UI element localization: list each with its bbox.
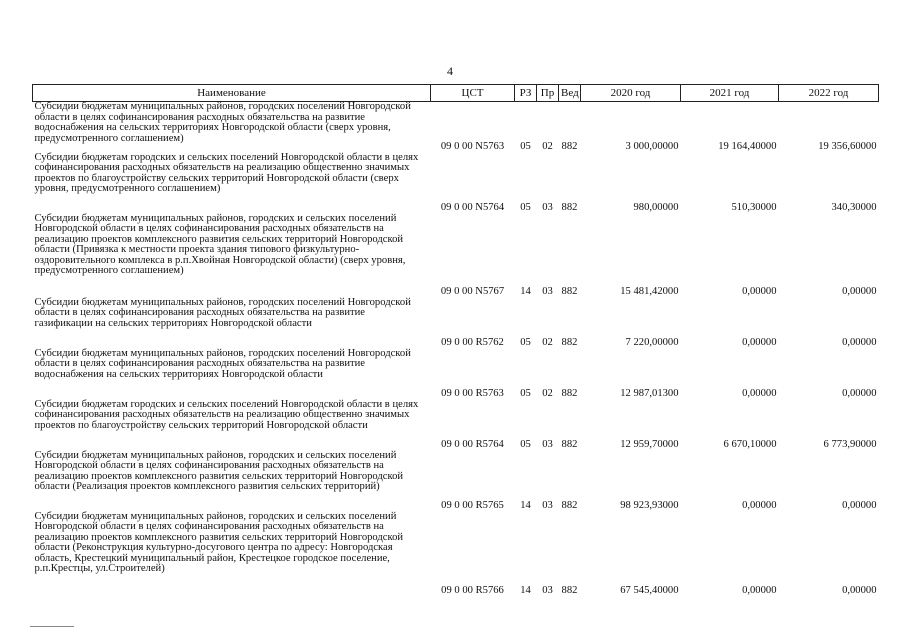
row-name: Субсидии бюджетам городских и сельских поселений Новгородской области в целях софинансирования расходных обязательств на реализацию общественно значимых проектов по благоустройству сельских территорий Новгородской области (сверх уровня, предусмотренного соглашением) <box>34 151 419 195</box>
row-pr: 03 <box>542 438 553 450</box>
row-pr: 03 <box>542 499 553 511</box>
table-row <box>33 298 879 349</box>
row-pr: 03 <box>542 285 553 297</box>
row-ved: 882 <box>561 438 578 450</box>
row-name: Субсидии бюджетам муниципальных районов, городских поселений Новгородской области в целях софинансирования расходных обязательства на развитие газификации на сельских территориях Новгородской области <box>34 296 411 329</box>
table-row <box>33 102 879 153</box>
row-ved: 882 <box>561 584 578 596</box>
page-number: 4 <box>447 64 453 78</box>
header-year-2022: 2022 год <box>779 85 879 102</box>
row-rz: 05 <box>520 140 531 152</box>
header-name: Наименование <box>33 85 431 102</box>
row-value-2022: 6 773,90000 <box>823 438 877 450</box>
row-cst: 09 0 00 N5763 <box>440 140 505 152</box>
row-cst: 09 0 00 N5767 <box>440 285 505 297</box>
row-cst: 09 0 00 R5766 <box>441 584 504 596</box>
row-pr: 02 <box>542 140 553 152</box>
row-value-2020: 12 987,01300 <box>620 387 679 399</box>
row-rz: 14 <box>520 584 531 596</box>
header-ved: Вед <box>559 85 581 102</box>
row-rz: 05 <box>520 201 531 213</box>
table-row <box>33 512 879 597</box>
row-name: Субсидии бюджетам городских и сельских поселений Новгородской области в целях софинансирования расходных обязательств на реализацию общественно значимых проектов по благоустройству сельских территорий Новгородской области <box>34 398 419 431</box>
row-ved: 882 <box>561 387 578 399</box>
row-cst: 09 0 00 R5763 <box>441 387 504 399</box>
header-year-2020: 2020 год <box>581 85 681 102</box>
row-value-2021: 19 164,40000 <box>718 140 777 152</box>
header-rz: РЗ <box>515 85 537 102</box>
row-value-2020: 15 481,42000 <box>620 285 679 297</box>
row-cst: 09 0 00 R5765 <box>441 499 504 511</box>
table-row <box>33 153 879 214</box>
row-cst: 09 0 00 R5762 <box>441 336 504 348</box>
row-pr: 03 <box>542 584 553 596</box>
row-value-2022: 0,00000 <box>842 499 877 511</box>
header-year-2021: 2021 год <box>681 85 779 102</box>
row-name: Субсидии бюджетам муниципальных районов, городских и сельских поселений Новгородской области в целях софинансирования расходных обязательств на реализацию проектов комплексного развития сельских территорий Новгородской области (Реализация проектов комплексного развития сельских территорий) <box>34 449 404 493</box>
header-pr: Пр <box>537 85 559 102</box>
row-name: Субсидии бюджетам муниципальных районов, городских поселений Новгородской области в целях софинансирования расходных обязательства на развитие водоснабжения на сельских территориях Новгородской области (сверх уровня, предусмотренного соглашением) <box>34 101 411 144</box>
row-pr: 03 <box>542 201 553 213</box>
row-ved: 882 <box>561 140 578 152</box>
row-value-2022: 19 356,60000 <box>818 140 877 152</box>
row-value-2021: 0,00000 <box>742 285 777 297</box>
row-value-2022: 0,00000 <box>842 285 877 297</box>
row-value-2021: 6 670,10000 <box>723 438 777 450</box>
row-value-2022: 0,00000 <box>842 387 877 399</box>
row-value-2021: 0,00000 <box>742 499 777 511</box>
row-rz: 05 <box>520 438 531 450</box>
row-name: Субсидии бюджетам муниципальных районов, городских и сельских поселений Новгородской области в целях софинансирования расходных обязательств на реализацию проектов комплексного развития сельских территорий Новгородской области (Привязка к местности проекта здания типового физкультурно-оздоровительного комплекса в р.п.Хвойная Новгородской области) (сверх уровня, предусмотренного соглашением) <box>34 212 406 277</box>
header-cst: ЦСТ <box>431 85 515 102</box>
row-ved: 882 <box>561 285 578 297</box>
row-value-2022: 0,00000 <box>842 336 877 348</box>
row-value-2022: 340,30000 <box>831 201 877 213</box>
row-ved: 882 <box>561 201 578 213</box>
table-header-row <box>33 85 879 102</box>
row-rz: 05 <box>520 336 531 348</box>
row-value-2021: 0,00000 <box>742 584 777 596</box>
row-ved: 882 <box>561 499 578 511</box>
row-rz: 14 <box>520 285 531 297</box>
footer-divider <box>30 626 74 627</box>
row-value-2020: 98 923,93000 <box>620 499 679 511</box>
table-row <box>33 451 879 512</box>
table-row <box>33 349 879 400</box>
row-pr: 02 <box>542 336 553 348</box>
row-value-2022: 0,00000 <box>842 584 877 596</box>
row-name: Субсидии бюджетам муниципальных районов, городских и сельских поселений Новгородской области в целях софинансирования расходных обязательств на реализацию проектов комплексного развития сельских территорий Новгородской области (Реконструкция культурно-досугового центра по адресу: Новгородская область, Крестецкий муниципальный район, Крестецкое городское поселение, р.п.Крестцы, ул.Строителей) <box>34 510 404 575</box>
row-ved: 882 <box>561 336 578 348</box>
row-pr: 02 <box>542 387 553 399</box>
row-value-2021: 0,00000 <box>742 336 777 348</box>
row-rz: 05 <box>520 387 531 399</box>
row-value-2020: 67 545,40000 <box>620 584 679 596</box>
table-row <box>33 214 879 298</box>
row-value-2021: 0,00000 <box>742 387 777 399</box>
row-value-2020: 3 000,00000 <box>625 140 679 152</box>
row-value-2020: 7 220,00000 <box>625 336 679 348</box>
row-value-2020: 12 959,70000 <box>620 438 679 450</box>
row-cst: 09 0 00 N5764 <box>440 201 505 213</box>
row-value-2020: 980,00000 <box>633 201 679 213</box>
row-cst: 09 0 00 R5764 <box>441 438 504 450</box>
budget-table <box>32 84 879 597</box>
table-row <box>33 400 879 451</box>
row-rz: 14 <box>520 499 531 511</box>
row-name: Субсидии бюджетам муниципальных районов, городских поселений Новгородской области в целях софинансирования расходных обязательства на развитие водоснабжения на сельских территориях Новгородской области <box>34 347 411 380</box>
row-value-2021: 510,30000 <box>731 201 777 213</box>
